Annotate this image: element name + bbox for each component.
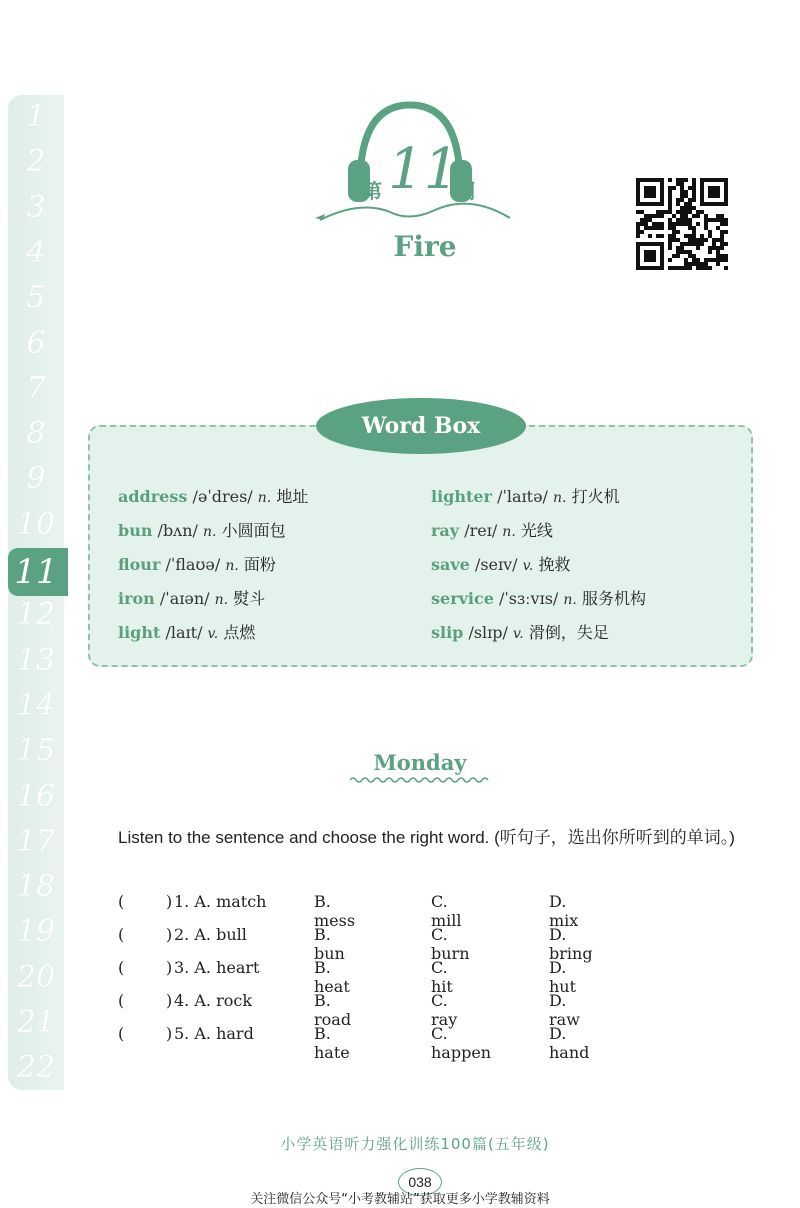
- option-c: C. happen: [431, 1024, 492, 1062]
- word-entry: [118, 620, 255, 643]
- word-entry: [431, 586, 646, 609]
- option-b: B. mess: [314, 892, 356, 930]
- option-d: D. bring: [549, 925, 593, 963]
- week-prefix: 第: [362, 179, 382, 203]
- answer-blank-close: ): [166, 892, 173, 911]
- option-num: 3. A. heart: [174, 958, 260, 977]
- day-title: Monday: [373, 750, 467, 775]
- option-b: B. hate: [314, 1024, 350, 1062]
- word-meaning: 服务机构: [581, 589, 646, 608]
- word-pos: v.: [522, 558, 534, 574]
- word-meaning: 滑倒，失足: [528, 623, 609, 642]
- chapter-tab-8[interactable]: 8: [26, 416, 46, 452]
- word-word: flour: [118, 555, 161, 574]
- page-title: Fire: [393, 230, 457, 263]
- option-d: D. mix: [549, 892, 579, 930]
- word-word: ray: [431, 521, 460, 540]
- chapter-tab-20[interactable]: 20: [16, 959, 56, 995]
- option-num: 4. A. rock: [174, 991, 253, 1010]
- chapter-tab-2[interactable]: 2: [26, 144, 46, 180]
- option-b: B. bun: [314, 925, 345, 963]
- answer-blank-close: ): [166, 958, 173, 977]
- option-num: 2. A. bull: [174, 925, 247, 944]
- word-pos: v.: [207, 626, 219, 642]
- word-word: bun: [118, 521, 153, 540]
- word-entry: [431, 552, 570, 575]
- word-entry: [118, 552, 276, 575]
- word-pos: v.: [513, 626, 524, 642]
- word-word: service: [431, 589, 494, 608]
- word-pos: n.: [553, 490, 567, 506]
- instruction-text: Listen to the sentence and choose the right word. (听句子，选出你所听到的单词。): [118, 828, 735, 847]
- word-phonetic: /bʌn/: [157, 521, 198, 540]
- word-pos: n.: [257, 490, 272, 506]
- chapter-tab-16[interactable]: 16: [16, 778, 56, 814]
- qr-code-icon[interactable]: [636, 178, 728, 270]
- word-entry: [431, 620, 609, 643]
- word-pos: n.: [563, 592, 577, 608]
- answer-blank[interactable]: (: [118, 892, 125, 911]
- answer-blank[interactable]: (: [118, 925, 125, 944]
- option-c: C. ray: [431, 991, 458, 1029]
- word-pos: n.: [214, 592, 229, 608]
- word-word: save: [431, 555, 470, 574]
- word-meaning: 打火机: [571, 487, 620, 506]
- word-meaning: 光线: [520, 521, 553, 540]
- chapter-tab-active-label: 11: [14, 552, 58, 592]
- option-d: D. hut: [549, 958, 577, 996]
- option-b: B. heat: [314, 958, 350, 996]
- answer-blank-close: ): [166, 1024, 173, 1043]
- chapter-tab-17[interactable]: 17: [16, 823, 56, 859]
- word-pos: n.: [502, 524, 516, 540]
- option-b: B. road: [314, 991, 352, 1029]
- book-title: 小学英语听力强化训练100篇(五年级): [280, 1135, 550, 1153]
- chapter-tab-14[interactable]: 14: [16, 687, 56, 723]
- chapter-tab-10[interactable]: 10: [16, 506, 56, 542]
- word-entry: [431, 484, 620, 507]
- option-d: D. hand: [549, 1024, 590, 1062]
- word-phonetic: /ˈflaʊə/: [165, 555, 221, 574]
- word-phonetic: /ˈsɜːvɪs/: [499, 589, 559, 608]
- word-phonetic: /slɪp/: [468, 623, 508, 642]
- chapter-tab-22[interactable]: 22: [16, 1050, 56, 1086]
- wave-underline: [350, 776, 490, 784]
- word-phonetic: /reɪ/: [464, 521, 498, 540]
- week-label: [358, 135, 478, 215]
- answer-blank[interactable]: (: [118, 991, 125, 1010]
- answer-blank[interactable]: (: [118, 1024, 125, 1043]
- chapter-tab-13[interactable]: 13: [16, 642, 56, 678]
- word-entry: [118, 518, 286, 541]
- week-suffix: 周: [456, 179, 476, 203]
- word-entry: [118, 586, 265, 609]
- word-pos: n.: [225, 558, 239, 574]
- answer-blank-close: ): [166, 925, 173, 944]
- word-word: light: [118, 623, 161, 642]
- chapter-tab-15[interactable]: 15: [16, 733, 56, 769]
- option-num: 1. A. match: [174, 892, 267, 911]
- word-phonetic: /ˈlaɪtə/: [497, 487, 548, 506]
- word-meaning: 挽救: [538, 555, 571, 574]
- word-meaning: 面粉: [243, 555, 276, 574]
- word-meaning: 小圆面包: [221, 521, 286, 540]
- chapter-tab-4[interactable]: 4: [26, 234, 46, 270]
- word-meaning: 熨斗: [233, 589, 266, 608]
- word-word: address: [118, 487, 188, 506]
- word-word: lighter: [431, 487, 492, 506]
- word-phonetic: /laɪt/: [165, 623, 203, 642]
- answer-blank[interactable]: (: [118, 958, 125, 977]
- option-c: C. burn: [431, 925, 470, 963]
- chapter-tab-6[interactable]: 6: [26, 325, 46, 361]
- word-phonetic: /əˈdres/: [192, 487, 253, 506]
- footer-note: 关注微信公众号“小考教辅站”获取更多小学教辅资料: [250, 1192, 550, 1207]
- week-number: 11: [388, 137, 460, 202]
- option-num: 5. A. hard: [174, 1024, 254, 1043]
- word-phonetic: /ˈaɪən/: [159, 589, 210, 608]
- word-meaning: 点燃: [223, 623, 256, 642]
- option-c: C. hit: [431, 958, 453, 996]
- word-phonetic: /seɪv/: [474, 555, 518, 574]
- chapter-tab-19[interactable]: 19: [16, 914, 56, 950]
- chapter-tab-1[interactable]: 1: [26, 99, 46, 134]
- page-number: 038: [398, 1168, 442, 1196]
- chapter-tab-7[interactable]: 7: [26, 370, 46, 406]
- chapter-tab-18[interactable]: 18: [16, 869, 56, 905]
- word-pos: n.: [203, 524, 217, 540]
- chapter-tab-21[interactable]: 21: [16, 1005, 56, 1040]
- option-c: C. mill: [431, 892, 462, 930]
- word-entry: [431, 518, 553, 541]
- chapter-tab-5[interactable]: 5: [26, 280, 46, 316]
- word-meaning: 地址: [276, 487, 309, 506]
- chapter-tab-active: [8, 548, 68, 596]
- word-word: slip: [431, 623, 464, 642]
- chapter-tab-9[interactable]: 9: [26, 461, 46, 497]
- word-box-heading: Word Box: [316, 398, 526, 454]
- chapter-tab-3[interactable]: 3: [26, 189, 46, 225]
- chapter-tab-12[interactable]: 12: [16, 597, 56, 633]
- option-d: D. raw: [549, 991, 580, 1029]
- word-word: iron: [118, 589, 155, 608]
- word-entry: [118, 484, 308, 507]
- answer-blank-close: ): [166, 991, 173, 1010]
